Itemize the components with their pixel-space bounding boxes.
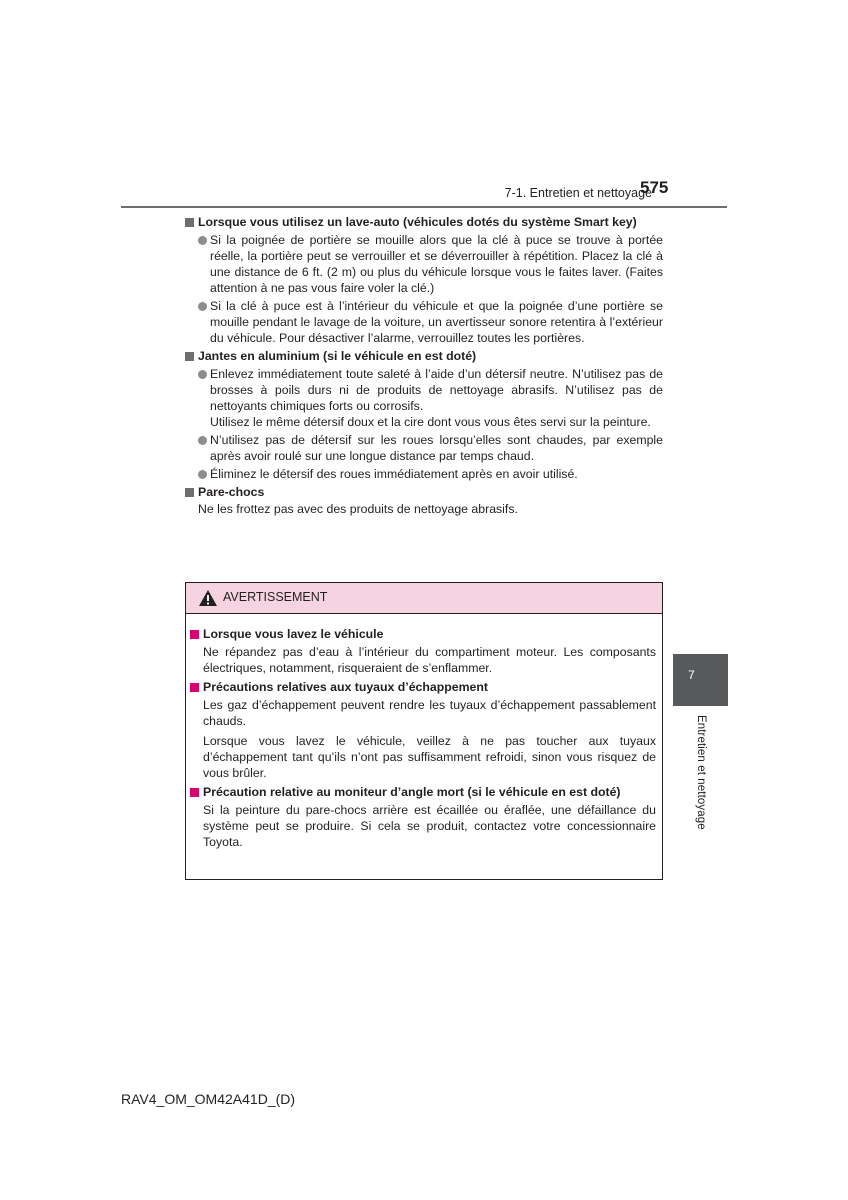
section-car-wash [184, 214, 663, 346]
square-bullet-icon [185, 488, 194, 497]
chapter-side-label: Entretien et nettoyage [695, 715, 707, 830]
warning-paragraph: Les gaz d’échappement peuvent rendre les tuyaux d’échappement passablement chauds. [203, 698, 656, 728]
circle-bullet-icon [198, 470, 207, 479]
warning-item-heading-text: Précautions relatives aux tuyaux d’échappement [203, 680, 488, 694]
warning-paragraph: Lorsque vous lavez le véhicule, veillez à ne pas toucher aux tuyaux d’échappement tant qu’ils n’ont pas suffisamment refroidi, sinon vous risquez de vous brûler. [203, 734, 656, 780]
header-section-title: 7-1. Entretien et nettoyage [504, 186, 652, 200]
section-heading [184, 484, 663, 500]
header-rule [121, 206, 727, 208]
list-item-text: Si la clé à puce est à l’intérieur du véhicule et que la poignée d’une portière se mouille pendant le lavage de la voiture, un avertisseur sonore retentira à l’extérieur du véhicule. Pour désactiver l’alarme, verrouillez toutes les portières. [210, 299, 663, 345]
list-item [184, 298, 663, 346]
section-heading-text: Pare-chocs [198, 485, 265, 499]
circle-bullet-icon [198, 370, 207, 379]
circle-bullet-icon [198, 236, 207, 245]
warning-header [186, 583, 662, 614]
section-text: Ne les frottez pas avec des produits de nettoyage abrasifs. [198, 502, 518, 516]
list-item-text: Enlevez immédiatement toute saleté à l’aide d’un détersif neutre. N’utilisez pas de brosses à poils durs ni de produits de nettoyage abrasifs. N’utilisez pas de nettoyants chimiques forts ou corrosifs. [210, 367, 663, 413]
list-item-text: Si la poignée de portière se mouille alors que la clé à puce se trouve à portée réelle, la portière peut se verrouiller et se déverrouiller à répétition. Placez la clé à une distance de 6 ft. (2 m) ou plus du véhicule lorsque vous le faites laver. (Faites attention à ne pas vous faire voler la clé.) [210, 233, 663, 295]
section-heading [184, 214, 663, 230]
list-item [184, 432, 663, 464]
pink-square-icon [190, 788, 199, 797]
chapter-number: 7 [688, 668, 695, 682]
warning-item-heading [190, 626, 656, 642]
section-heading-text: Jantes en aluminium (si le véhicule en est doté) [198, 349, 477, 363]
circle-bullet-icon [198, 436, 207, 445]
list-item [184, 366, 663, 430]
list-item-text: Éliminez le détersif des roues immédiatement après en avoir utilisé. [210, 467, 578, 481]
circle-bullet-icon [198, 302, 207, 311]
section-aluminum-wheels [184, 348, 663, 482]
chapter-tab [673, 654, 728, 706]
footer-code: RAV4_OM_OM42A41D_(D) [121, 1091, 296, 1107]
warning-item-heading [190, 679, 656, 695]
warning-item-heading-text: Précaution relative au moniteur d’angle mort (si le véhicule en est doté) [203, 785, 621, 799]
warning-paragraph: Ne répandez pas d’eau à l’intérieur du compartiment moteur. Les composants électriques, notamment, risqueraient de s’enflammer. [203, 645, 656, 675]
warning-triangle-icon [198, 589, 218, 607]
section-bumpers [184, 484, 663, 517]
section-heading-text: Lorsque vous utilisez un lave-auto (véhicules dotés du système Smart key) [198, 215, 637, 229]
page-number: 575 [640, 178, 669, 197]
list-item-extra-text: Utilisez le même détersif doux et la cire dont vous vous êtes servi sur la peinture. [210, 415, 651, 429]
list-item-text: N’utilisez pas de détersif sur les roues lorsqu’elles sont chaudes, par exemple après avoir roulé sur une longue distance par temps chaud. [210, 433, 663, 463]
warning-title: AVERTISSEMENT [223, 590, 328, 604]
square-bullet-icon [185, 352, 194, 361]
warning-item-heading-text: Lorsque vous lavez le véhicule [203, 627, 384, 641]
warning-body [186, 614, 662, 850]
list-item [184, 232, 663, 296]
square-bullet-icon [185, 218, 194, 227]
warning-paragraph: Si la peinture du pare-chocs arrière est écaillée ou éraflée, une défaillance du système peut se produire. Si cela se produit, contactez votre concessionnaire Toyota. [203, 803, 656, 849]
pink-square-icon [190, 630, 199, 639]
warning-item-heading [190, 784, 656, 800]
pink-square-icon [190, 683, 199, 692]
warning-box [185, 582, 663, 880]
main-content [184, 214, 663, 519]
section-heading [184, 348, 663, 364]
list-item [184, 466, 663, 482]
